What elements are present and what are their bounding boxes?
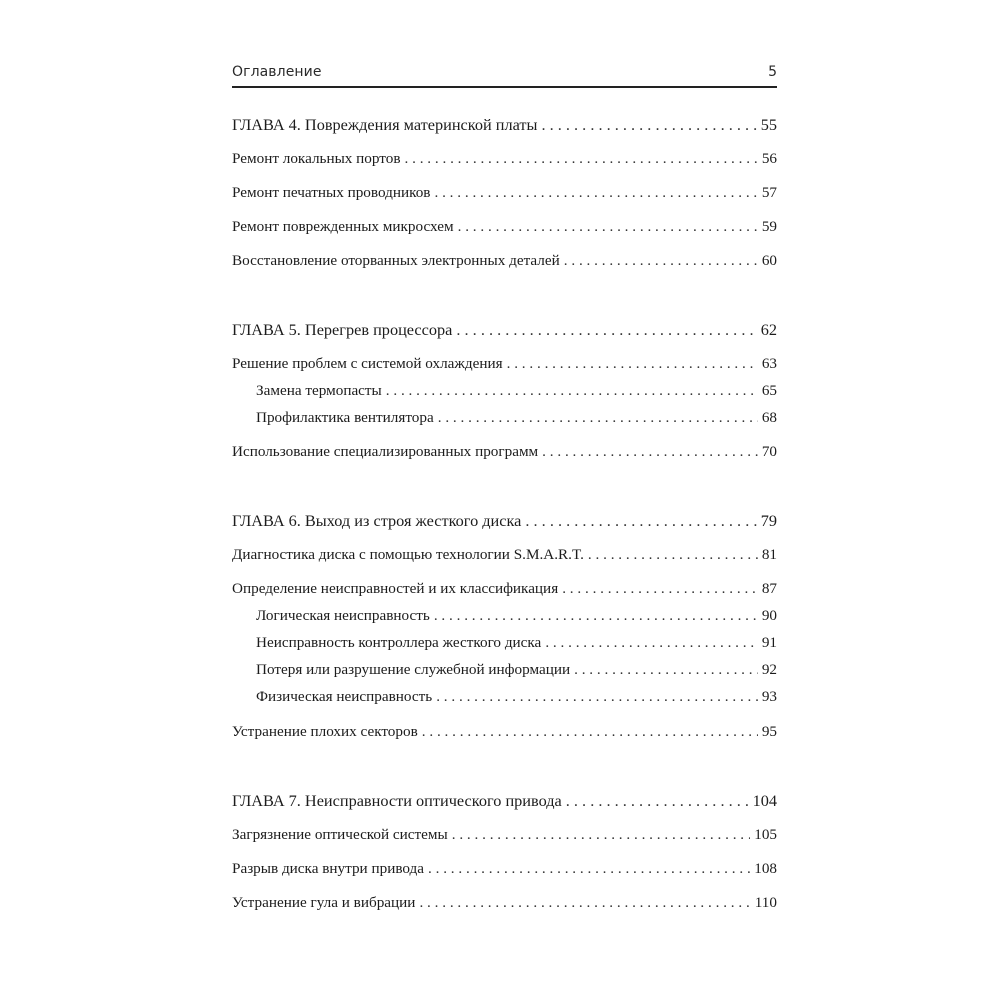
toc-entry-page: 56 xyxy=(761,150,777,167)
toc-section xyxy=(232,148,777,170)
toc-entry-page: 79 xyxy=(760,511,777,530)
toc-entry-title: ГЛАВА 6. Выход из строя жесткого диска xyxy=(232,511,522,530)
toc-entry-page: 93 xyxy=(761,688,777,705)
leader-dots xyxy=(574,659,758,681)
leader-dots xyxy=(386,380,758,402)
toc-entry-page: 60 xyxy=(761,252,777,269)
toc-chapter xyxy=(232,790,777,812)
toc-entry-page: 108 xyxy=(754,860,777,877)
toc-section xyxy=(232,182,777,204)
leader-dots xyxy=(458,216,758,238)
leader-dots xyxy=(588,544,758,566)
toc-entry-title: Загрязнение оптической системы xyxy=(232,826,448,843)
leader-dots xyxy=(422,721,758,743)
toc-section xyxy=(232,578,777,600)
toc-entry-page: 91 xyxy=(761,634,777,651)
toc-subsection xyxy=(256,407,777,429)
toc-entry-page: 104 xyxy=(752,791,777,810)
toc-entry-title: Ремонт поврежденных микросхем xyxy=(232,218,454,235)
toc-entry-title: Замена термопасты xyxy=(256,382,382,399)
leader-dots xyxy=(542,441,758,463)
toc-section xyxy=(232,824,777,846)
leader-dots xyxy=(452,824,750,846)
toc-entry-title: Потеря или разрушение служебной информации xyxy=(256,661,571,678)
toc-entry-page: 63 xyxy=(761,355,777,372)
toc-entry-page: 110 xyxy=(754,894,777,911)
toc-section xyxy=(232,858,777,880)
toc-entry-page: 95 xyxy=(761,723,777,740)
toc-entry-page: 68 xyxy=(761,409,777,426)
toc-subsection xyxy=(256,686,777,708)
toc-entry-title: Решение проблем с системой охлаждения xyxy=(232,355,503,372)
leader-dots xyxy=(456,319,756,341)
toc-section xyxy=(232,216,777,238)
toc-entry-title: Ремонт локальных портов xyxy=(232,150,401,167)
toc-subsection xyxy=(256,380,777,402)
leader-dots xyxy=(428,858,750,880)
toc-entry-title: Ремонт печатных проводников xyxy=(232,184,431,201)
toc-section xyxy=(232,892,777,914)
leader-dots xyxy=(564,250,758,272)
toc-entry-page: 55 xyxy=(760,115,777,134)
toc-entry-page: 92 xyxy=(761,661,777,678)
leader-dots xyxy=(434,182,757,204)
toc-entry-title: Физическая неисправность xyxy=(256,688,433,705)
toc-entry-page: 81 xyxy=(761,546,777,563)
leader-dots xyxy=(438,407,758,429)
toc-section xyxy=(232,544,777,566)
toc-entry-title: Логическая неисправность xyxy=(256,607,430,624)
toc-entry-page: 65 xyxy=(761,382,777,399)
header-title: Оглавление xyxy=(232,64,322,80)
toc-subsection xyxy=(256,632,777,654)
toc-entry-title: ГЛАВА 5. Перегрев процессора xyxy=(232,320,453,339)
toc-entry-title: Определение неисправностей и их классификация xyxy=(232,580,559,597)
toc-entry-page: 90 xyxy=(761,607,777,624)
toc-section xyxy=(232,721,777,743)
toc-entry-title: ГЛАВА 4. Повреждения материнской платы xyxy=(232,115,538,134)
toc-entry-title: ГЛАВА 7. Неисправности оптического привода xyxy=(232,791,562,810)
toc-entry-title: Диагностика диска с помощью технологии S.M.A.R.T. xyxy=(232,546,584,563)
toc-section xyxy=(232,250,777,272)
toc-entry-title: Устранение гула и вибрации xyxy=(232,894,416,911)
toc-entry-page: 70 xyxy=(761,443,777,460)
leader-dots xyxy=(545,632,758,654)
leader-dots xyxy=(419,892,750,914)
toc-entry-page: 62 xyxy=(760,320,777,339)
leader-dots xyxy=(562,578,758,600)
header-page-number: 5 xyxy=(768,64,777,80)
toc-entry-title: Профилактика вентилятора xyxy=(256,409,434,426)
leader-dots xyxy=(566,790,749,812)
toc-subsection xyxy=(256,659,777,681)
toc-entry-title: Устранение плохих секторов xyxy=(232,723,418,740)
toc-chapter xyxy=(232,510,777,532)
toc-entry-title: Разрыв диска внутри привода xyxy=(232,860,425,877)
leader-dots xyxy=(541,114,756,136)
toc-entry-title: Неисправность контроллера жесткого диска xyxy=(256,634,542,651)
leader-dots xyxy=(525,510,756,532)
toc-entry-title: Восстановление оторванных электронных деталей xyxy=(232,252,560,269)
toc-entry-page: 57 xyxy=(761,184,777,201)
toc-chapter xyxy=(232,319,777,341)
toc-entry-page: 87 xyxy=(761,580,777,597)
leader-dots xyxy=(436,686,758,708)
toc-entry-page: 105 xyxy=(754,826,777,843)
leader-dots xyxy=(507,353,758,375)
toc-entry-page: 59 xyxy=(761,218,777,235)
leader-dots xyxy=(405,148,758,170)
leader-dots xyxy=(434,605,758,627)
toc-section xyxy=(232,353,777,375)
toc-section xyxy=(232,441,777,463)
toc-chapter xyxy=(232,114,777,136)
toc-entry-title: Использование специализированных программ xyxy=(232,443,539,460)
toc-subsection xyxy=(256,605,777,627)
